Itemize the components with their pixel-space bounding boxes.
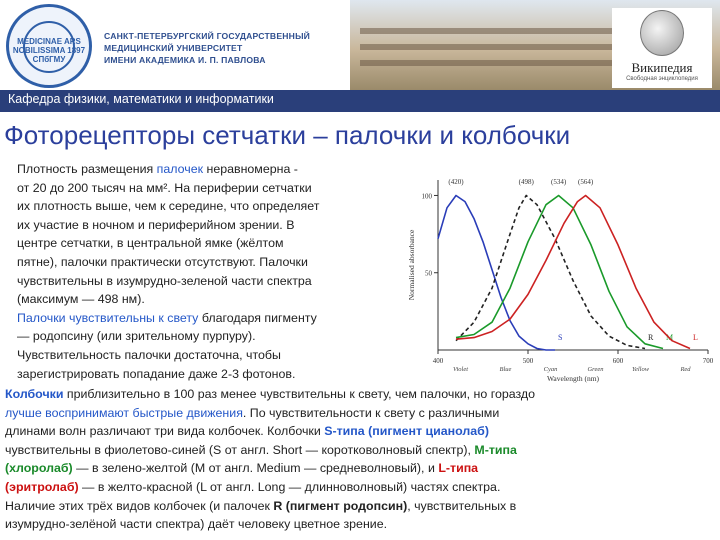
university-line-3: ИМЕНИ АКАДЕМИКА И. П. ПАВЛОВА (104, 55, 266, 65)
text-line: чувствительны в изумрудно-зеленой части спектра (17, 273, 312, 288)
university-line-1: САНКТ-ПЕТЕРБУРГСКИЙ ГОСУДАРСТВЕННЫЙ (104, 31, 311, 41)
text-span: , чувствительных в (407, 498, 517, 513)
cones-keyword: Колбочки (5, 387, 64, 401)
y-tick-label: 100 (421, 192, 432, 201)
text-line: пятне), палочки практически отсутствуют. Палочки (17, 254, 308, 269)
peak-label: (534) (551, 178, 567, 186)
rods-sensitivity-highlight: Палочки чувствительны к свету (17, 310, 199, 325)
x-tick-label: 700 (702, 357, 714, 365)
wikipedia-globe-icon (640, 10, 684, 56)
erythrolab-highlight: (эритролаб) (5, 479, 79, 494)
color-band-label: Cyan (543, 366, 558, 373)
series-label-R: R (648, 333, 654, 342)
text-line: изумрудно-зелёной части спектра) даёт человеку цветное зрение. (5, 517, 388, 532)
x-tick-label: 600 (612, 357, 624, 365)
peak-label: (498) (518, 178, 534, 186)
color-band-label: Violet (452, 366, 469, 373)
absorbance-chart (402, 168, 720, 383)
university-line-2: МЕДИЦИНСКИЙ УНИВЕРСИТЕТ (104, 43, 243, 53)
university-logo-block (0, 0, 350, 90)
x-tick-label: 400 (432, 357, 444, 365)
text-line: от 20 до 200 тысяч на мм². На периферии сетчатки (17, 180, 312, 195)
university-seal-icon (6, 4, 92, 88)
seal-text: MEDICINAE ARS NOBILISSIMA 1897 СПбГМУ (12, 37, 86, 64)
chlorolab-highlight: (хлоролаб) (5, 461, 73, 476)
rods-keyword: палочек (156, 162, 204, 176)
color-band-label: Blue (499, 366, 512, 373)
wikipedia-logo (612, 8, 712, 88)
series-line-L (456, 196, 690, 349)
series-label-L: L (693, 333, 698, 342)
text-span: — в желто-красной (L от англ. Long — длинноволновый) частях спектра. (78, 479, 501, 494)
rhodopsin-highlight: R (пигмент родопсин) (273, 498, 408, 513)
series-line-M (456, 196, 663, 349)
x-tick-label: 500 (522, 357, 534, 365)
text-span: Наличие этих трёх видов колбочек (и палочек (5, 498, 274, 513)
peak-label: (420) (448, 178, 464, 186)
text-line: (максимум — 498 нм). (17, 292, 145, 307)
text-span: неравномерна - (203, 162, 298, 176)
series-label-S: S (558, 333, 563, 342)
text-span: чувствительны в фиолетово-синей (S от англ. Short — коротковолновый спектр), (5, 442, 475, 457)
series-label-M: M (666, 333, 674, 342)
text-line: их участие в ночном и периферийном зрении. В (17, 217, 295, 232)
text-line: Чувствительность палочки достаточна, чтобы (17, 347, 281, 362)
text-line: центре сетчатки, в центральной ямке (жёлтом (17, 236, 284, 251)
color-band-label: Red (680, 366, 691, 373)
motion-highlight: лучше воспринимают быстрые движения (5, 405, 243, 420)
l-type-highlight: L-типа (438, 461, 479, 476)
y-axis-label: Normalised absorbance (407, 229, 416, 301)
text-line: зарегистрировать попадание даже 2-3 фотонов. (17, 366, 296, 381)
m-type-highlight: M-типа (474, 442, 517, 457)
text-line: их плотность выше, чем к середине, что определяет (17, 199, 320, 214)
cones-paragraph (5, 385, 717, 534)
series-line-R (456, 196, 645, 349)
color-band-label: Green (587, 366, 604, 373)
text-span: длинами волн различают три вида колбочек. Колбочки (5, 424, 325, 439)
department-name: Кафедра физики, математики и информатики (8, 92, 274, 106)
university-name (104, 30, 344, 66)
y-tick-label: 50 (425, 269, 432, 278)
wikipedia-name: Википедия (631, 60, 693, 75)
text-span: приблизительно в 100 раз менее чувствительны к свету, чем палочки, но гораздо (63, 387, 536, 401)
text-span: Плотность размещения (17, 162, 157, 176)
rods-paragraph (17, 160, 417, 383)
text-span: . По чувствительности к свету с различными (242, 405, 500, 420)
text-span: — в зелено-желтой (M от англ. Medium — средневолновый), и (72, 461, 439, 476)
peak-label: (564) (578, 178, 594, 186)
header-banner (0, 0, 720, 112)
text-line: — родопсину (или зрительному пурпуру). (17, 329, 256, 344)
chart-plot (407, 178, 714, 383)
slide-title: Фоторецепторы сетчатки – палочки и колбочки (4, 120, 571, 150)
x-axis-label: Wavelength (nm) (546, 374, 600, 383)
s-type-highlight: S-типа (пигмент цианолаб) (324, 424, 489, 439)
text-span: благодаря пигменту (198, 310, 317, 325)
color-band-label: Yellow (631, 366, 650, 373)
wikipedia-subtitle: Свободная энциклопедия (626, 76, 698, 82)
